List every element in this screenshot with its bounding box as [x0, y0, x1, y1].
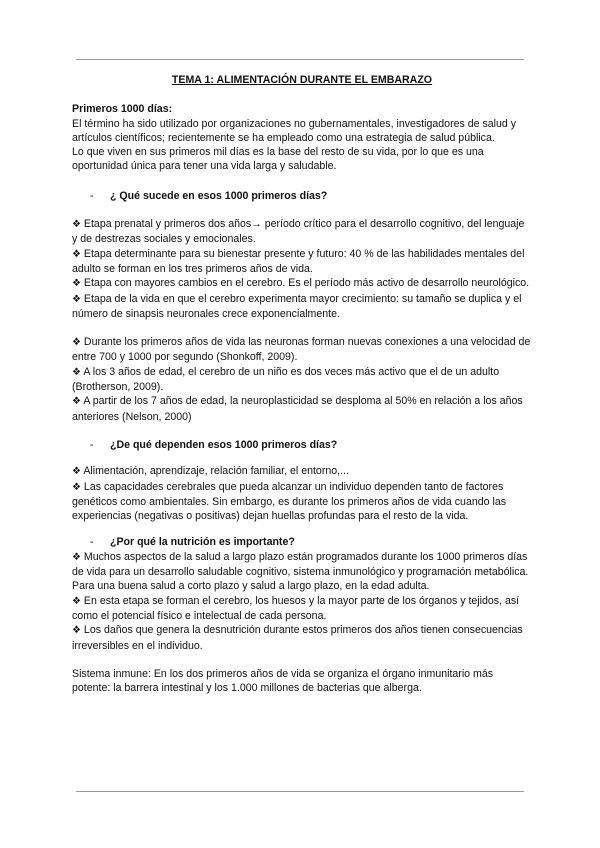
bullet-text: Durante los primeros años de vida las neuronas forman nuevas conexiones a una velocidad de entre 700 y 1000 por segundo (Shonkoff, 2009). — [72, 336, 531, 364]
header-rule — [76, 59, 524, 60]
bullet-text: Muchos aspectos de la salud a largo plazo están programados durante los 1000 primeros días de vida para un desarrollo saludable cognitivo, sistema inmunológico y programación metabólica. Para una buena salud a corto plazo y salud a largo plazo, en la edad adulta. — [72, 550, 529, 593]
dash-marker: - — [90, 189, 94, 202]
bullet-item — [72, 292, 532, 322]
document-body — [72, 73, 532, 695]
section-heading-text: ¿ Qué sucede en esos 1000 primeros días? — [110, 189, 328, 202]
bullet-text: Etapa determinante para su bienestar presente y futuro: 40 % de las habilidades mentales del adulto se forman en los tres primeros años de vida. — [72, 247, 525, 275]
dash-marker: - — [90, 438, 94, 451]
document-title: TEMA 1: ALIMENTACIÓN DURANTE EL EMBARAZO — [171, 74, 433, 86]
bullet-text: Etapa de la vida en que el cerebro experimenta mayor crecimiento: su tamaño se duplica y el número de sinapsis neuronales crece exponencialmente. — [72, 292, 522, 320]
footer-rule — [76, 791, 524, 792]
bullet-item — [72, 594, 532, 624]
section-heading-depends — [72, 438, 532, 452]
diamond-bullet-icon: ❖ — [72, 278, 81, 290]
diamond-bullet-icon: ❖ — [72, 337, 81, 349]
bullet-item — [72, 394, 532, 424]
section-heading-nutrition — [72, 535, 532, 549]
bullet-text: Etapa prenatal y primeros dos años→ período crítico para el desarrollo cognitivo, del lenguaje y de destrezas sociales y emocionales. — [72, 218, 525, 246]
bullet-item — [72, 623, 532, 653]
diamond-bullet-icon: ❖ — [72, 595, 81, 607]
section-heading-text: ¿Por qué la nutrición es importante? — [110, 536, 295, 549]
diamond-bullet-icon: ❖ — [72, 625, 81, 637]
diamond-bullet-icon: ❖ — [72, 219, 81, 231]
section-heading-text: ¿De qué dependen esos 1000 primeros días? — [110, 438, 338, 451]
diamond-bullet-icon: ❖ — [72, 481, 81, 493]
bullet-item — [72, 550, 532, 594]
intro-paragraph-2: Lo que viven en sus primeros mil días es la base del resto de su vida, por lo que es una oportunidad única para tener una vida larga y saludable. — [72, 146, 484, 173]
bullet-text: Etapa con mayores cambios en el cerebro. Es el período más activo de desarrollo neurológico. — [83, 277, 530, 290]
bullet-item — [72, 480, 532, 524]
bullet-text: Alimentación, aprendizaje, relación familiar, el entorno,... — [83, 465, 349, 478]
diamond-bullet-icon: ❖ — [72, 366, 81, 378]
dash-marker: - — [90, 536, 94, 549]
bullet-text: A los 3 años de edad, el cerebro de un niño es dos veces más activo que el de un adulto (Brotherson, 2009). — [72, 365, 500, 394]
bullet-text: Las capacidades cerebrales que pueda alcanzar un individuo dependen tanto de factores genéticos como ambientales. Sin embargo, es durante los primeros años de vida cuando las experiencias (negativas o positivas) dejan huellas profundas para el resto de la vida. — [72, 480, 507, 523]
bullet-text: En esta etapa se forman el cerebro, los huesos y la mayor parte de los órganos y tejidos, así como el potencial físico e intelectual de cada persona. — [72, 594, 520, 622]
bullet-item — [72, 365, 532, 395]
diamond-bullet-icon: ❖ — [72, 396, 81, 408]
diamond-bullet-icon: ❖ — [72, 248, 81, 260]
bullet-text: Los daños que genera la desnutrición durante estos primeros dos años tienen consecuencias irreversibles en el individuo. — [72, 624, 523, 652]
bullet-item — [72, 217, 532, 247]
closing-paragraph: Sistema inmune: En los dos primeros años de vida se organiza el órgano inmunitario más potente: la barrera intestinal y los 1.000 millones de bacterias que alberga. — [72, 667, 494, 695]
intro-paragraph-1: El término ha sido utilizado por organizaciones no gubernamentales, investigadores de salud y artículos científicos; recientemente se ha empleado como una estrategia de salud pública. — [72, 117, 517, 144]
bullet-item — [72, 335, 532, 365]
bullet-text: A partir de los 7 años de edad, la neuroplasticidad se desploma al 50% en relación a los años anteriores (Nelson, 2000) — [72, 395, 523, 423]
diamond-bullet-icon: ❖ — [72, 551, 81, 563]
bullet-item — [72, 247, 532, 277]
diamond-bullet-icon: ❖ — [72, 466, 81, 478]
intro-heading: Primeros 1000 días: — [72, 103, 173, 116]
bullet-item — [72, 464, 532, 479]
diamond-bullet-icon: ❖ — [72, 293, 81, 305]
section-heading-what-happens — [72, 189, 532, 203]
bullet-item — [72, 276, 532, 291]
